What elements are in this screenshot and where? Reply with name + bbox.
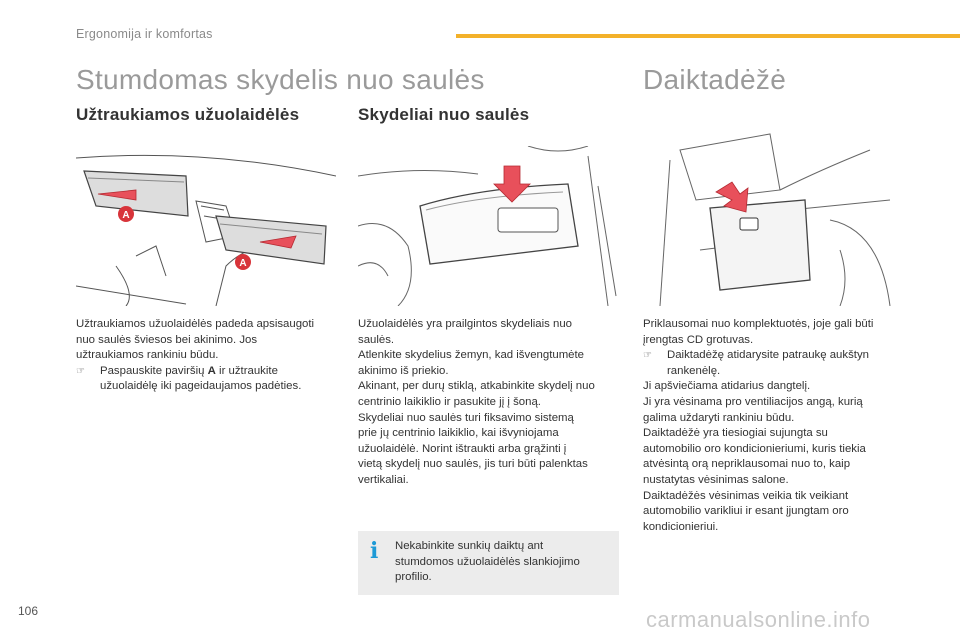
text-line: profilio.: [395, 571, 432, 584]
text-line: atvėsintą orą nepriklausomai nuo to, kaip: [643, 458, 851, 471]
text-line: automobilio oro kondicionieriumi, kuris tiekia: [643, 442, 866, 455]
subtitle-curtains: Užtraukiamos užuolaidėlės: [76, 105, 300, 124]
text-line: įrengtas CD grotuvas.: [643, 333, 754, 346]
text-line: galima uždaryti rankiniu būdu.: [643, 411, 795, 424]
curtain-illustration: [76, 146, 336, 306]
text-line: Užuolaidėlės yra prailgintos skydeliais nuo: [358, 318, 573, 330]
sun-visors-description: [358, 317, 620, 489]
text-line: Ji yra vėsinama pro ventiliacijos angą, kurią: [643, 395, 863, 408]
pointing-finger-icon: ☞: [76, 365, 85, 377]
curtains-description: [76, 317, 338, 395]
marker-a-1: A: [122, 210, 130, 221]
text-line: prie jų centrinio laikiklio, kai išvyniojama: [358, 427, 559, 440]
text-line: Nekabinkite sunkių daiktų ant: [395, 540, 544, 552]
text-line: stumdomos užuolaidėlės slankiojimo: [395, 555, 580, 568]
text-line: nuo saulės šviesos bei akinimo. Jos: [76, 333, 258, 346]
curtains-instruction: [76, 364, 338, 395]
section-label: Ergonomija ir komfortas: [76, 27, 213, 41]
text-line: užuolaidėlė. Norint ištraukti arba grąžinti į: [358, 442, 567, 455]
text-line: Akinant, per durų stiklą, atkabinkite skydelį nuo: [358, 380, 595, 393]
glovebox-instruction: [643, 348, 905, 379]
pointing-finger-icon: ☞: [643, 350, 652, 362]
header-accent-bar: [456, 34, 960, 38]
marker-a-2: A: [239, 258, 247, 269]
text-line: saulės.: [358, 333, 395, 346]
text-line: nustatytas vėsinimas salone.: [643, 473, 789, 486]
text-line: Daiktadėžė yra tiesiogiai sujungta su: [643, 427, 828, 440]
text-line: akinimo iš priekio.: [358, 364, 449, 377]
glovebox-illustration: [640, 130, 900, 306]
page-number: 106: [18, 604, 39, 618]
text-line: Daiktadėžės vėsinimas veikia tik veikiant: [643, 489, 849, 502]
text-line: vietą skydelį nuo saulės, jis turi būti palenktas: [358, 458, 588, 471]
text-line: užtraukiamos rankiniu būdu.: [76, 349, 219, 362]
subtitle-sun-visors: Skydeliai nuo saulės: [358, 105, 530, 124]
info-text: [395, 539, 605, 586]
text-line: rankenėlę.: [667, 364, 721, 377]
text-line: Užtraukiamos užuolaidėlės padeda apsisaugoti: [76, 318, 315, 330]
sun-visor-illustration: [358, 146, 618, 306]
text-line: Ji apšviečiama atidarius dangtelį.: [643, 380, 811, 393]
glovebox-description: [643, 317, 905, 535]
info-icon: i: [370, 538, 379, 564]
text-line: Daiktadėžę atidarysite patraukę aukštyn: [667, 349, 869, 362]
text-line: Skydeliai nuo saulės turi fiksavimo sistemą: [358, 411, 574, 424]
text-line: Priklausomai nuo komplektuotės, joje gali būti: [643, 318, 874, 330]
text-line: automobilio varikliui ir esant įjungtam oro: [643, 505, 849, 518]
text-line: centrinio laikiklio ir pasukite jį į šoną.: [358, 395, 541, 408]
page-title-left: Stumdomas skydelis nuo saulės: [76, 64, 485, 95]
watermark-link[interactable]: carmanualsonline.info: [646, 607, 871, 632]
text-line: Atlenkite skydelius žemyn, kad išvengtumėte: [358, 349, 585, 362]
text-line: kondicionieriui.: [643, 520, 719, 533]
text-line: Paspauskite paviršių A ir užtraukite: [100, 364, 278, 377]
text-line: užuolaidėlę iki pageidaujamos padėties.: [100, 380, 302, 393]
text-line: vertikaliai.: [358, 473, 409, 486]
page-title-right: Daiktadėžė: [643, 64, 787, 95]
